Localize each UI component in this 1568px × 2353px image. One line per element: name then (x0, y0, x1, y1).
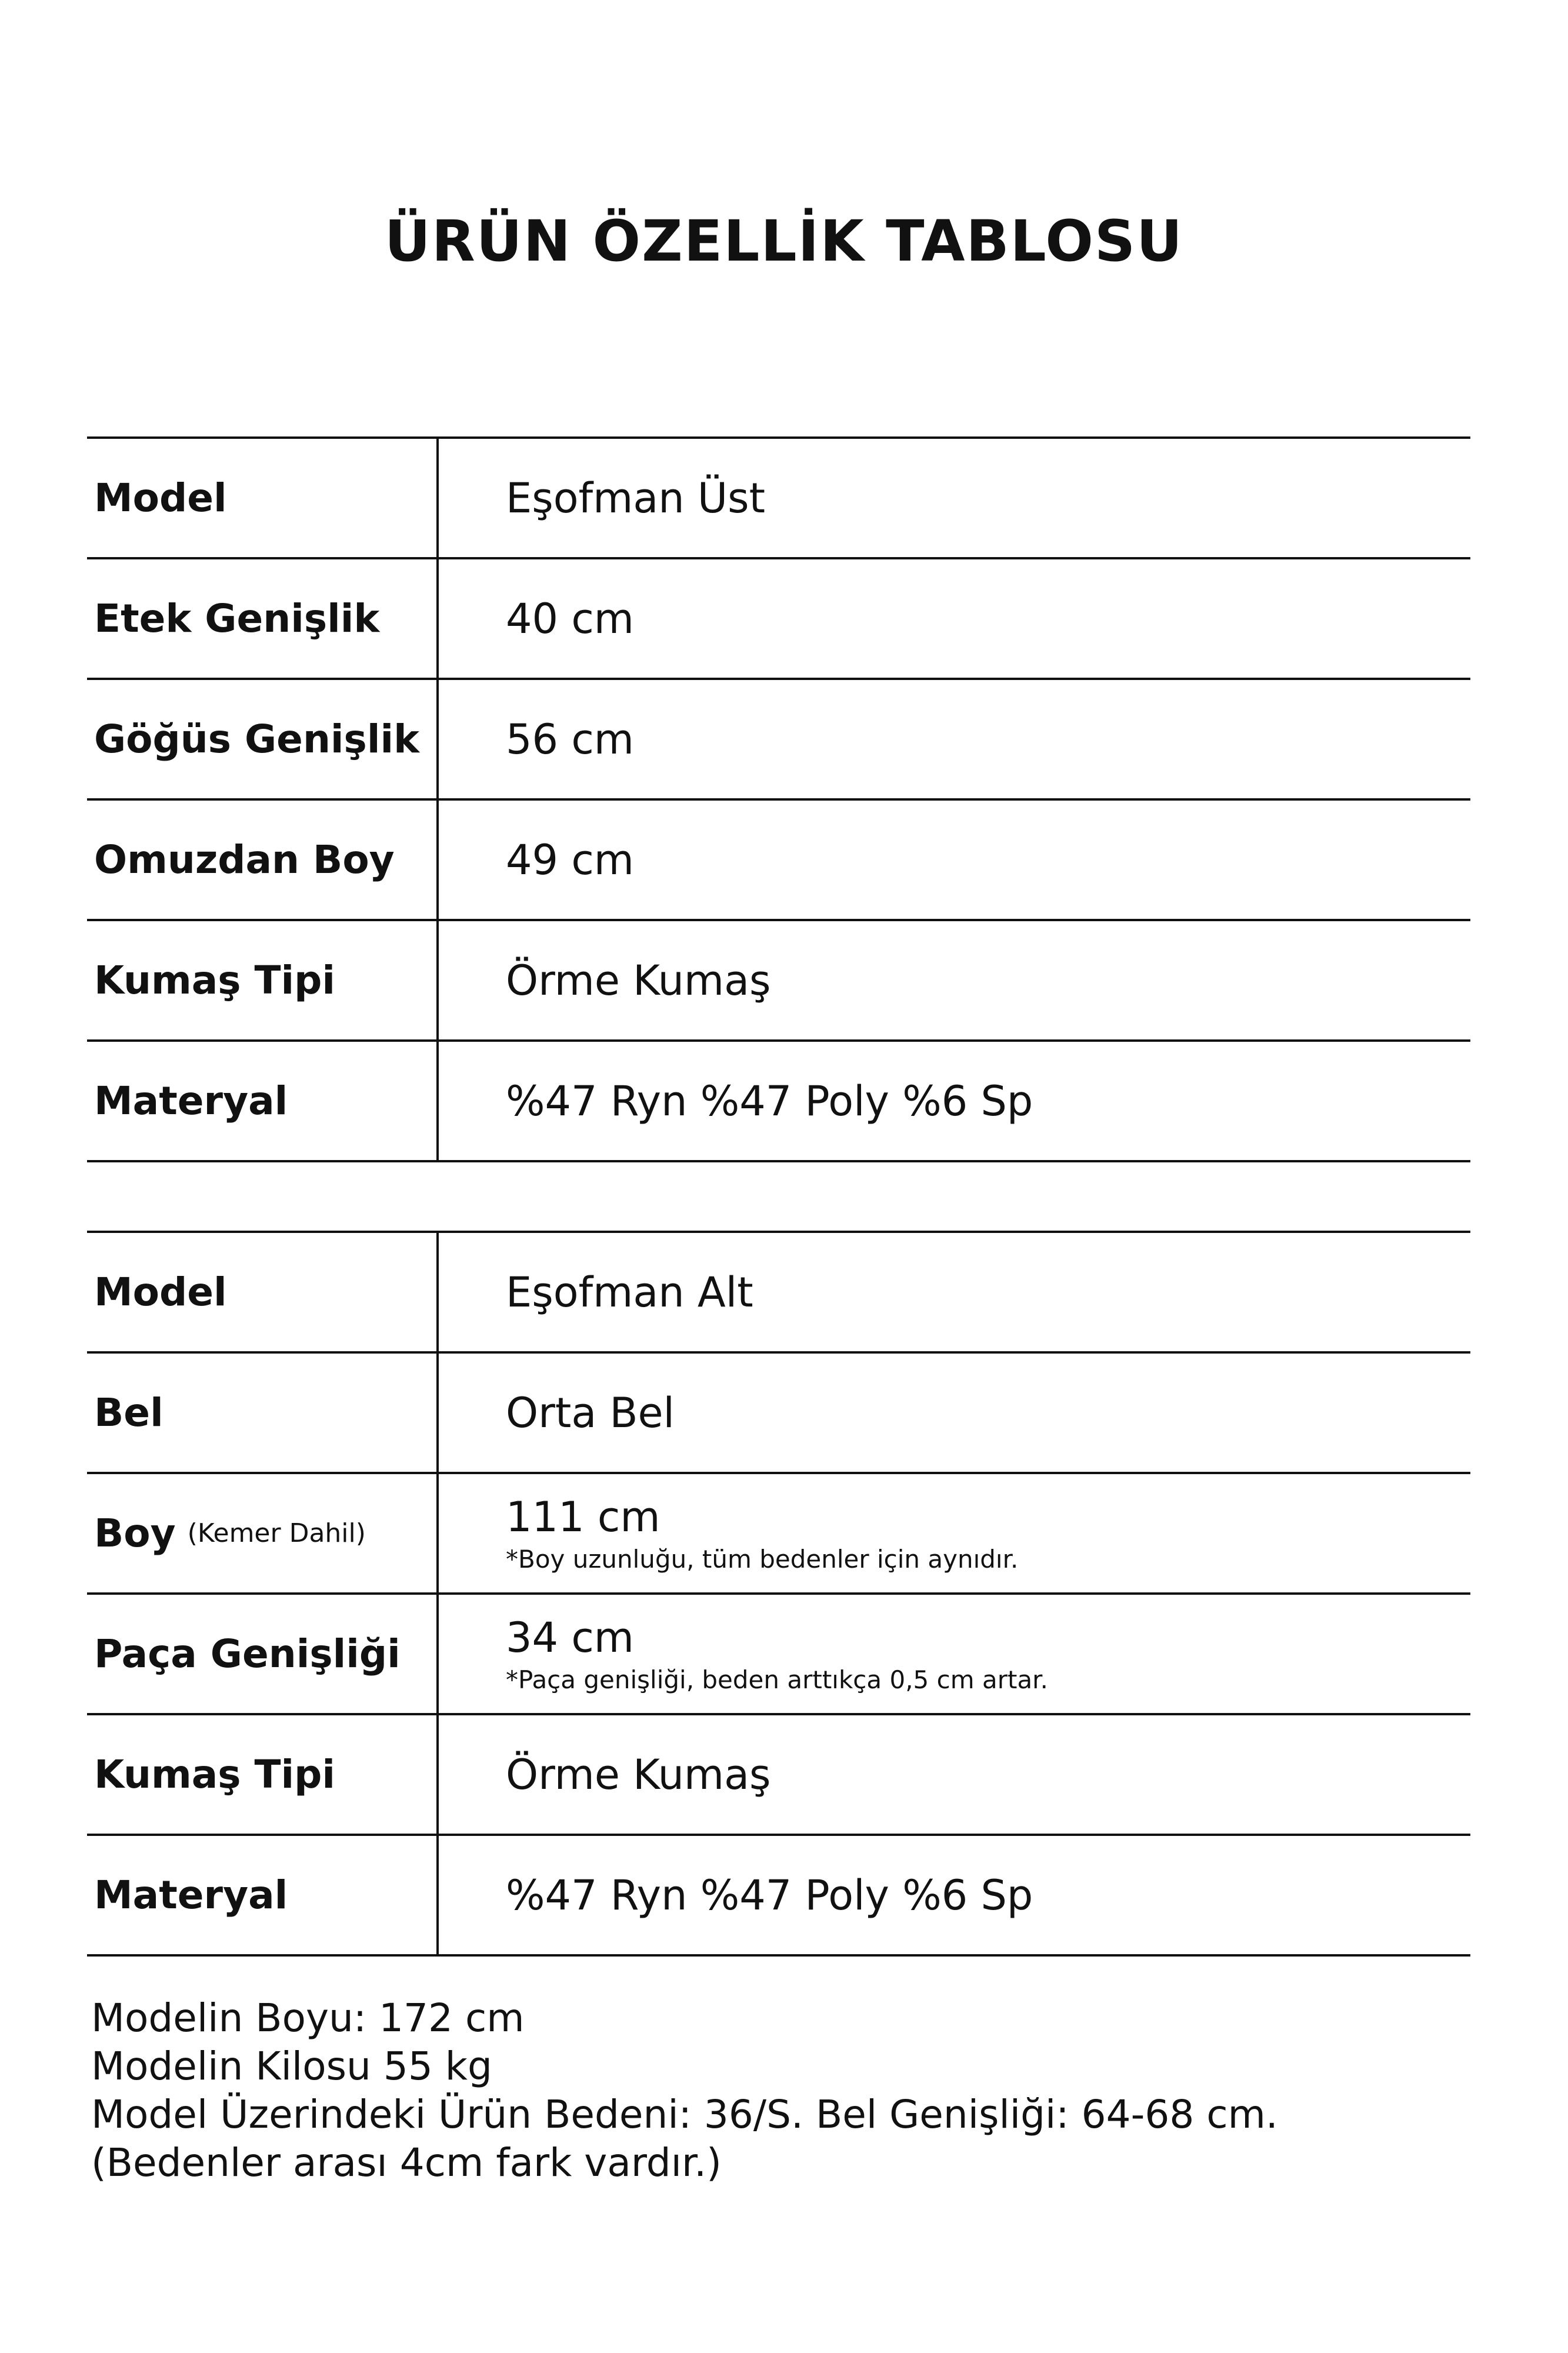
label-text: Materyal (94, 1078, 288, 1124)
value-text: 111 cm (506, 1493, 660, 1541)
value-text: Eşofman Alt (506, 1268, 753, 1317)
label-text: Materyal (94, 1872, 288, 1918)
column-divider (436, 1595, 439, 1713)
value-note: *Paça genişliği, beden arttıkça 0,5 cm artar. (506, 1665, 1048, 1694)
column-divider (436, 1474, 439, 1592)
note-line: Model Üzerindeki Ürün Bedeni: 36/S. Bel Genişliği: 64-68 cm. (Bedenler arası 4cm fark vardır.) (91, 2092, 1278, 2185)
value-text: %47 Ryn %47 Poly %6 Sp (506, 1871, 1033, 1919)
row-value (506, 921, 771, 1039)
table-row (87, 678, 1470, 798)
value-text: Örme Kumaş (506, 1750, 771, 1799)
row-label (94, 1233, 227, 1351)
value-text: Örme Kumaş (506, 956, 771, 1005)
row-value (506, 1836, 1033, 1954)
label-text: Model (94, 1269, 227, 1315)
spec-table-top (87, 436, 1470, 1162)
row-label (94, 439, 227, 557)
value-text: 40 cm (506, 594, 634, 643)
row-label (94, 1836, 288, 1954)
spec-table-bottom (87, 1231, 1470, 1957)
label-text: Etek Genişlik (94, 596, 380, 641)
note-line: Modelin Kilosu 55 kg (91, 2044, 492, 2089)
row-label (94, 559, 379, 678)
label-text: Omuzdan Boy (94, 837, 395, 882)
row-label (94, 921, 335, 1039)
label-text: Kumaş Tipi (94, 1752, 336, 1797)
table-row (87, 436, 1470, 557)
row-value (506, 559, 634, 678)
table-row (87, 1834, 1470, 1957)
column-divider (436, 921, 439, 1039)
label-text: Paça Genişliği (94, 1631, 401, 1677)
table-row (87, 1351, 1470, 1472)
row-value (506, 1595, 1048, 1713)
row-label (94, 680, 419, 798)
value-text: 34 cm (506, 1614, 634, 1662)
row-label (94, 1354, 164, 1472)
value-text: 49 cm (506, 835, 634, 884)
value-text: 56 cm (506, 715, 634, 764)
row-label (94, 1474, 366, 1592)
label-text: Bel (94, 1390, 164, 1435)
column-divider (436, 439, 439, 557)
table-row (87, 1472, 1470, 1592)
label-text: Boy (94, 1511, 176, 1556)
row-value (506, 1474, 1018, 1592)
label-text: Göğüs Genişlik (94, 716, 419, 762)
page-title: ÜRÜN ÖZELLİK TABLOSU (384, 208, 1184, 275)
label-subtext: (Kemer Dahil) (187, 1518, 366, 1548)
row-value (506, 1233, 753, 1351)
table-row (87, 557, 1470, 678)
table-row (87, 1713, 1470, 1834)
column-divider (436, 680, 439, 798)
row-value (506, 801, 634, 919)
row-value (506, 1715, 771, 1834)
row-value (506, 1354, 675, 1472)
row-value (506, 439, 765, 557)
row-label (94, 801, 395, 919)
column-divider (436, 1354, 439, 1472)
column-divider (436, 1233, 439, 1351)
note-line: Modelin Boyu: 172 cm (91, 1995, 525, 2041)
value-text: %47 Ryn %47 Poly %6 Sp (506, 1076, 1033, 1125)
row-label (94, 1595, 401, 1713)
column-divider (436, 1042, 439, 1160)
column-divider (436, 1715, 439, 1834)
column-divider (436, 1836, 439, 1954)
column-divider (436, 559, 439, 678)
label-text: Kumaş Tipi (94, 958, 336, 1003)
table-row (87, 798, 1470, 919)
value-text: Orta Bel (506, 1388, 675, 1437)
table-row (87, 1592, 1470, 1713)
table-row (87, 1039, 1470, 1162)
row-label (94, 1715, 335, 1834)
model-notes (91, 1994, 1432, 2187)
row-value (506, 1042, 1033, 1160)
value-text: Eşofman Üst (506, 474, 766, 522)
label-text: Model (94, 475, 227, 521)
row-value (506, 680, 634, 798)
column-divider (436, 801, 439, 919)
table-row (87, 919, 1470, 1039)
row-label (94, 1042, 288, 1160)
table-row (87, 1231, 1470, 1351)
value-note: *Boy uzunluğu, tüm bedenler için aynıdır. (506, 1545, 1019, 1574)
